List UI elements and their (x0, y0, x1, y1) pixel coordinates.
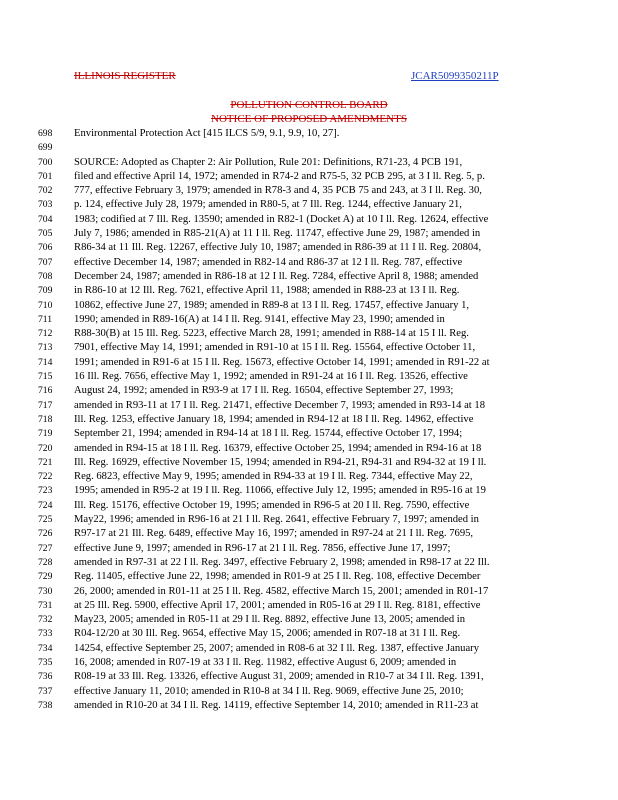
text-line (0, 327, 618, 341)
line-number: 730 (38, 585, 53, 597)
line-number: 722 (38, 471, 53, 483)
line-number: 732 (38, 614, 53, 626)
text-line (0, 141, 618, 155)
text-line (0, 356, 618, 370)
line-number: 735 (38, 656, 53, 668)
text-line (0, 585, 618, 599)
line-number: 721 (38, 456, 53, 468)
line-text: R97-17 at 21 Ill. Reg. 6489, effective May 16, 1997; amended in R97-24 at 21 I ll. Reg. 7695, (74, 528, 474, 540)
line-text: September 21, 1994; amended in R94-14 at 18 I ll. Reg. 15744, effective October 17, 1994; (74, 428, 463, 440)
text-line (0, 699, 618, 713)
line-text: R86-34 at 11 Ill. Reg. 12267, effective July 10, 1987; amended in R86-39 at 11 I ll. Reg. 20804, (74, 242, 482, 254)
line-text: filed and effective April 14, 1972; amended in R74-2 and R75-5, 32 PCB 295, at 3 I ll. Reg. 5, p. (74, 170, 485, 182)
line-number: 713 (38, 342, 53, 354)
line-number: 723 (38, 485, 53, 497)
text-line (0, 456, 618, 470)
text-line (0, 513, 618, 527)
text-line (0, 642, 618, 656)
line-number: 699 (38, 142, 53, 154)
text-line (0, 613, 618, 627)
line-text: December 24, 1987; amended in R86-18 at 12 I ll. Reg. 7284, effective April 8, 1988; amended (74, 270, 479, 282)
text-line (0, 170, 618, 184)
line-text: 1991; amended in R91-6 at 15 I ll. Reg. 15673, effective October 14, 1991; amended in R91-22 at (74, 356, 490, 368)
line-number: 701 (38, 170, 53, 182)
line-number: 737 (38, 685, 53, 697)
text-line (0, 542, 618, 556)
text-line (0, 599, 618, 613)
text-line (0, 413, 618, 427)
line-number: 724 (38, 499, 53, 511)
line-text: SOURCE: Adopted as Chapter 2: Air Pollution, Rule 201: Definitions, R71-23, 4 PCB 191, (74, 156, 463, 168)
line-number: 698 (38, 128, 53, 139)
line-number: 728 (38, 556, 53, 568)
line-text: 10862, effective June 27, 1989; amended in R89-8 at 13 I ll. Reg. 17457, effective January 1, (74, 299, 470, 311)
line-number: 725 (38, 514, 53, 526)
line-text: 1995; amended in R95-2 at 19 I ll. Reg. 11066, effective July 12, 1995; amended in R95-16 at 19 (74, 485, 486, 497)
line-number: 734 (38, 642, 53, 654)
jcar-code-header: JCAR5099350211P (411, 70, 499, 82)
line-text: p. 124, effective July 28, 1979; amended in R80-5, at 7 Ill. Reg. 1244, effective January 21, (74, 199, 462, 211)
text-line (0, 241, 618, 255)
line-number: 712 (38, 328, 53, 340)
line-text: 14254, effective September 25, 2007; amended in R08-6 at 32 I ll. Reg. 1387, effective January (74, 642, 480, 654)
line-text: May22, 1996; amended in R96-16 at 21 I ll. Reg. 2641, effective February 7, 1997; amended in (74, 514, 479, 526)
line-number: 727 (38, 542, 53, 554)
text-line (0, 313, 618, 327)
text-line (0, 685, 618, 699)
line-number: 706 (38, 242, 53, 254)
line-number: 720 (38, 442, 53, 454)
line-number: 719 (38, 428, 53, 440)
text-line (0, 399, 618, 413)
text-line (0, 227, 618, 241)
text-line (0, 499, 618, 513)
line-text: effective December 14, 1987; amended in R82-14 and R86-37 at 12 I ll. Reg. 787, effective (74, 256, 463, 268)
text-line (0, 370, 618, 384)
text-line (0, 384, 618, 398)
line-text: Ill. Reg. 16929, effective November 15, 1994; amended in R94-21, R94-31 and R94-32 at 19 I ll. (74, 456, 487, 468)
line-text: in R86-10 at 12 Ill. Reg. 7621, effective April 11, 1988; amended in R88-23 at 13 I ll. Reg. (74, 285, 460, 297)
text-line (0, 198, 618, 212)
text-line (0, 270, 618, 284)
line-number: 703 (38, 199, 53, 211)
text-line (0, 442, 618, 456)
text-line (0, 656, 618, 670)
text-line (0, 127, 618, 141)
text-line (0, 184, 618, 198)
line-text: amended in R97-31 at 22 I ll. Reg. 3497, effective February 2, 1998; amended in R98-17 at 22 Ill. (74, 556, 490, 568)
text-line (0, 299, 618, 313)
text-line (0, 256, 618, 270)
line-number: 736 (38, 671, 53, 683)
line-text: Environmental Protection Act [415 ILCS 5/9, 9.1, 9.9, 10, 27]. (74, 128, 340, 139)
board-title: POLLUTION CONTROL BOARD (230, 99, 388, 111)
line-text: 26, 2000; amended in R01-11 at 25 I ll. Reg. 4582, effective March 15, 2001; amended in R01-17 (74, 585, 489, 597)
line-text: 16, 2008; amended in R07-19 at 33 I ll. Reg. 11982, effective August 6, 2009; amended in (74, 656, 457, 668)
line-text: amended in R93-11 at 17 I ll. Reg. 21471, effective December 7, 1993; amended in R93-14 at 18 (74, 399, 485, 411)
line-text: August 24, 1992; amended in R93-9 at 17 I ll. Reg. 16504, effective September 27, 1993; (74, 385, 454, 397)
line-text: Ill. Reg. 15176, effective October 19, 1995; amended in R96-5 at 20 I ll. Reg. 7590, effective (74, 499, 470, 511)
line-text: effective January 11, 2010; amended in R10-8 at 34 I ll. Reg. 9069, effective June 25, 2010; (74, 685, 464, 697)
line-text: Reg. 11405, effective June 22, 1998; amended in R01-9 at 25 I ll. Reg. 108, effective December (74, 571, 481, 583)
text-line (0, 484, 618, 498)
line-number: 705 (38, 228, 53, 240)
line-number: 738 (38, 699, 53, 711)
text-line (0, 670, 618, 684)
text-line (0, 341, 618, 355)
notice-title: NOTICE OF PROPOSED AMENDMENTS (211, 113, 407, 125)
line-number: 714 (38, 356, 53, 368)
text-line (0, 627, 618, 641)
line-text: effective June 9, 1997; amended in R96-17 at 21 I ll. Reg. 7856, effective June 17, 1997; (74, 542, 451, 554)
line-text: amended in R10-20 at 34 I ll. Reg. 14119, effective September 14, 2010; amended in R11-23 at (74, 699, 479, 711)
line-number: 733 (38, 628, 53, 640)
line-text: amended in R94-15 at 18 I ll. Reg. 16379, effective October 25, 1994; amended in R94-16 at 18 (74, 442, 482, 454)
line-number: 709 (38, 285, 53, 297)
line-number: 718 (38, 413, 53, 425)
text-line (0, 556, 618, 570)
line-number: 717 (38, 399, 53, 411)
text-line (0, 470, 618, 484)
text-line (0, 427, 618, 441)
line-number: 700 (38, 156, 53, 168)
line-number: 711 (38, 313, 53, 325)
text-line (0, 213, 618, 227)
line-text: 7901, effective May 14, 1991; amended in R91-10 at 15 I ll. Reg. 15564, effective October 11, (74, 342, 476, 354)
line-text: 1990; amended in R89-16(A) at 14 I ll. Reg. 9141, effective May 23, 1990; amended in (74, 313, 445, 325)
numbered-text-lines (0, 127, 618, 713)
line-number: 731 (38, 599, 53, 611)
line-number: 708 (38, 270, 53, 282)
line-number: 704 (38, 213, 53, 225)
line-text: 16 Ill. Reg. 7656, effective May 1, 1992; amended in R91-24 at 16 I ll. Reg. 13526, effective (74, 371, 468, 383)
line-text: R04-12/20 at 30 Ill. Reg. 9654, effective May 15, 2006; amended in R07-18 at 31 I ll. Reg. (74, 628, 461, 640)
text-line (0, 156, 618, 170)
line-number: 729 (38, 571, 53, 583)
line-text: July 7, 1986; amended in R85-21(A) at 11 I ll. Reg. 11747, effective June 29, 1987; amended in (74, 228, 481, 240)
line-number: 702 (38, 185, 53, 197)
line-text: R08-19 at 33 Ill. Reg. 13326, effective August 31, 2009; amended in R10-7 at 34 I ll. Reg. 1391, (74, 671, 484, 683)
text-line (0, 284, 618, 298)
line-text: 1983; codified at 7 Ill. Reg. 13590; amended in R82-1 (Docket A) at 10 I ll. Reg. 12624, effective (74, 213, 489, 225)
line-number: 710 (38, 299, 53, 311)
text-line (0, 570, 618, 584)
register-header: ILLINOIS REGISTER (74, 70, 176, 82)
line-number: 716 (38, 385, 53, 397)
line-number: 707 (38, 256, 53, 268)
line-text: at 25 Ill. Reg. 5900, effective April 17, 2001; amended in R05-16 at 29 I ll. Reg. 8181, effective (74, 599, 481, 611)
line-text: Reg. 6823, effective May 9, 1995; amended in R94-33 at 19 I ll. Reg. 7344, effective May 22, (74, 471, 473, 483)
line-text: Ill. Reg. 1253, effective January 18, 1994; amended in R94-12 at 18 I ll. Reg. 14962, effective (74, 413, 474, 425)
text-line (0, 527, 618, 541)
line-text: R88-30(B) at 15 Ill. Reg. 5223, effective March 28, 1991; amended in R88-14 at 15 I ll. Reg. (74, 328, 469, 340)
line-number: 726 (38, 528, 53, 540)
line-text: May23, 2005; amended in R05-11 at 29 I ll. Reg. 8892, effective June 13, 2005; amended in (74, 614, 466, 626)
line-number: 715 (38, 371, 53, 383)
line-text: 777, effective February 3, 1979; amended in R78-3 and 4, 35 PCB 75 and 243, at 3 I ll. Reg. 30, (74, 185, 482, 197)
